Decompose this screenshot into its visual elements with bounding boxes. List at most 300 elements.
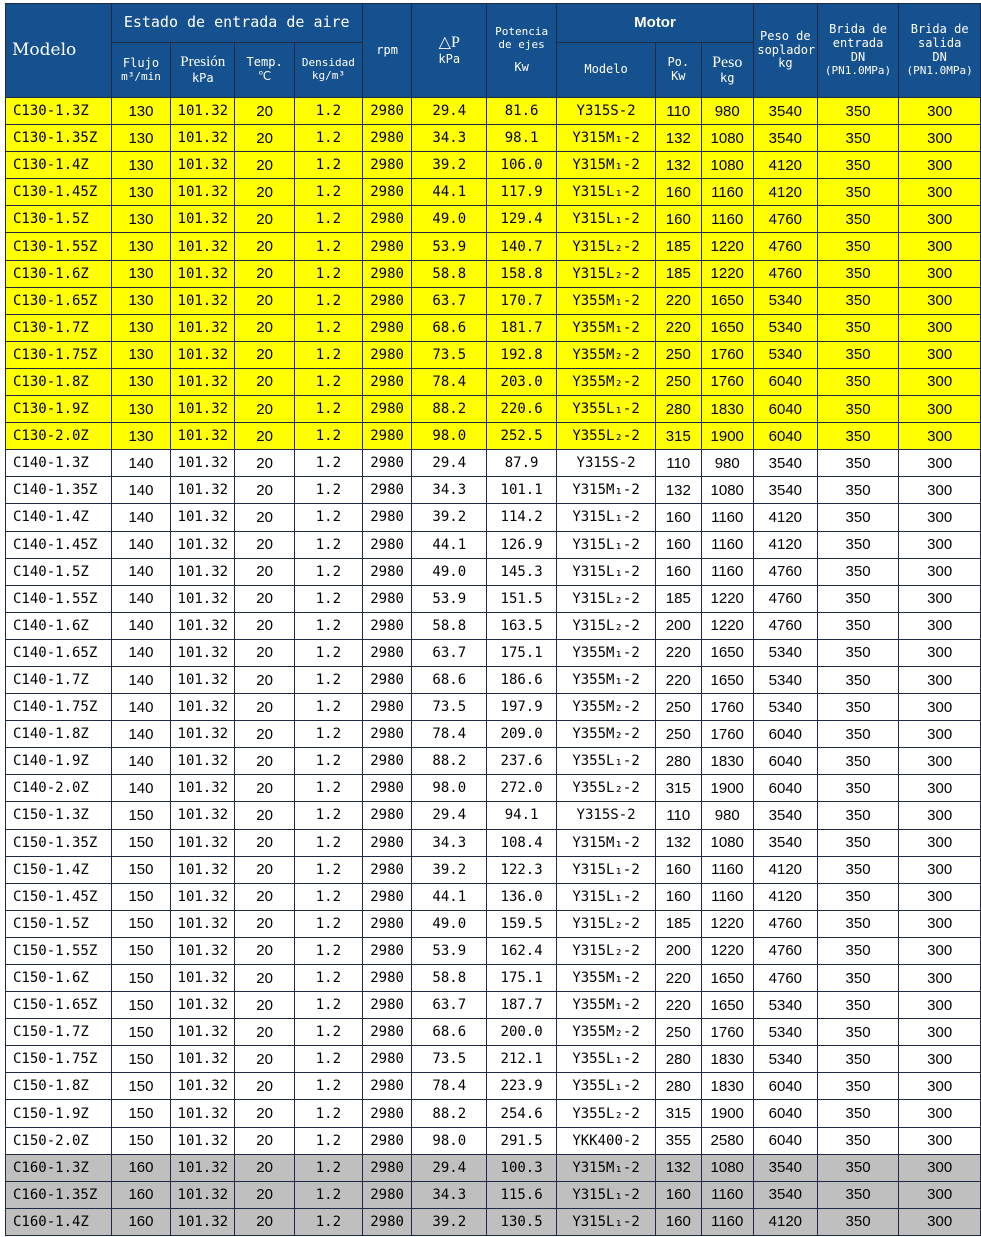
cell-delta-p: 78.4 [412,1073,487,1100]
cell-motor-po: 160 [656,206,701,233]
cell-temp: 20 [235,802,295,829]
cell-delta-p: 58.8 [412,612,487,639]
cell-motor-modelo: Y315M₁-2 [557,152,656,179]
table-row [6,639,981,666]
cell-delta-p: 49.0 [412,206,487,233]
cell-presion: 101.32 [171,1127,235,1154]
cell-flujo: 130 [111,206,171,233]
cell-motor-modelo: Y315L₂-2 [557,233,656,260]
table-row [6,450,981,477]
cell-delta-p: 68.6 [412,1019,487,1046]
cell-motor-peso: 1160 [701,1181,753,1208]
cell-motor-modelo: Y355L₂-2 [557,775,656,802]
header-motor: Motor [557,4,754,43]
cell-potencia: 175.1 [487,965,557,992]
cell-densidad: 1.2 [294,802,362,829]
cell-brida-entrada: 350 [817,910,899,937]
cell-brida-salida: 300 [899,910,981,937]
cell-modelo: C150-1.45Z [6,883,112,910]
cell-flujo: 150 [111,802,171,829]
table-row [6,233,981,260]
cell-brida-entrada: 350 [817,1100,899,1127]
cell-brida-salida: 300 [899,585,981,612]
table-row [6,1019,981,1046]
cell-motor-peso: 1760 [701,1019,753,1046]
cell-rpm: 2980 [362,666,412,693]
table-row [6,802,981,829]
cell-motor-po: 200 [656,612,701,639]
cell-motor-po: 160 [656,883,701,910]
cell-temp: 20 [235,721,295,748]
header-motor-peso-label: Peso [712,53,743,71]
header-peso-soplador [753,4,817,98]
cell-potencia: 145.3 [487,558,557,585]
cell-presion: 101.32 [171,1181,235,1208]
cell-motor-po: 315 [656,423,701,450]
cell-delta-p: 58.8 [412,965,487,992]
cell-brida-salida: 300 [899,1154,981,1181]
cell-modelo: C150-1.65Z [6,992,112,1019]
cell-delta-p: 78.4 [412,368,487,395]
cell-presion: 101.32 [171,396,235,423]
cell-peso-soplador: 4760 [753,206,817,233]
cell-motor-po: 315 [656,775,701,802]
cell-rpm: 2980 [362,856,412,883]
cell-temp: 20 [235,937,295,964]
cell-motor-peso: 1220 [701,233,753,260]
cell-flujo: 140 [111,477,171,504]
cell-delta-p: 29.4 [412,802,487,829]
cell-motor-modelo: Y315L₁-2 [557,558,656,585]
table-row [6,152,981,179]
cell-modelo: C130-1.45Z [6,179,112,206]
cell-potencia: 117.9 [487,179,557,206]
header-densidad [294,43,362,98]
header-peso-soplador-label: Peso de soplador [757,28,816,57]
cell-brida-salida: 300 [899,206,981,233]
cell-densidad: 1.2 [294,748,362,775]
cell-presion: 101.32 [171,1046,235,1073]
table-row [6,748,981,775]
cell-modelo: C130-1.55Z [6,233,112,260]
cell-modelo: C150-1.3Z [6,802,112,829]
cell-brida-entrada: 350 [817,152,899,179]
cell-motor-peso: 1830 [701,748,753,775]
cell-motor-peso: 1160 [701,206,753,233]
cell-motor-po: 132 [656,152,701,179]
header-potencia [487,4,557,98]
cell-densidad: 1.2 [294,233,362,260]
cell-rpm: 2980 [362,1100,412,1127]
cell-motor-peso: 1080 [701,152,753,179]
cell-modelo: C140-1.4Z [6,504,112,531]
cell-rpm: 2980 [362,1019,412,1046]
cell-delta-p: 39.2 [412,504,487,531]
cell-presion: 101.32 [171,206,235,233]
table-row [6,585,981,612]
cell-presion: 101.32 [171,287,235,314]
cell-brida-entrada: 350 [817,504,899,531]
cell-presion: 101.32 [171,314,235,341]
cell-modelo: C150-1.35Z [6,829,112,856]
table-row [6,558,981,585]
cell-modelo: C130-1.5Z [6,206,112,233]
cell-brida-entrada: 350 [817,883,899,910]
cell-densidad: 1.2 [294,531,362,558]
cell-densidad: 1.2 [294,965,362,992]
cell-delta-p: 44.1 [412,531,487,558]
cell-rpm: 2980 [362,965,412,992]
cell-brida-salida: 300 [899,477,981,504]
cell-brida-salida: 300 [899,965,981,992]
cell-motor-po: 160 [656,1181,701,1208]
cell-brida-entrada: 350 [817,450,899,477]
cell-temp: 20 [235,1046,295,1073]
cell-brida-salida: 300 [899,694,981,721]
cell-temp: 20 [235,152,295,179]
cell-rpm: 2980 [362,1154,412,1181]
cell-motor-peso: 1220 [701,910,753,937]
header-densidad-label: Densidad [301,56,355,70]
cell-temp: 20 [235,341,295,368]
cell-motor-po: 315 [656,1100,701,1127]
cell-delta-p: 53.9 [412,233,487,260]
cell-rpm: 2980 [362,910,412,937]
cell-rpm: 2980 [362,233,412,260]
cell-brida-salida: 300 [899,450,981,477]
cell-densidad: 1.2 [294,206,362,233]
cell-densidad: 1.2 [294,179,362,206]
cell-brida-entrada: 350 [817,206,899,233]
cell-presion: 101.32 [171,98,235,125]
cell-motor-modelo: Y315L₂-2 [557,612,656,639]
cell-motor-peso: 1080 [701,125,753,152]
cell-peso-soplador: 4120 [753,504,817,531]
cell-flujo: 160 [111,1181,171,1208]
cell-densidad: 1.2 [294,992,362,1019]
cell-temp: 20 [235,558,295,585]
cell-motor-modelo: Y315S-2 [557,450,656,477]
cell-rpm: 2980 [362,1127,412,1154]
cell-motor-po: 250 [656,694,701,721]
cell-densidad: 1.2 [294,612,362,639]
cell-temp: 20 [235,856,295,883]
cell-peso-soplador: 5340 [753,639,817,666]
cell-delta-p: 34.3 [412,1181,487,1208]
cell-brida-salida: 300 [899,1073,981,1100]
cell-potencia: 151.5 [487,585,557,612]
cell-presion: 101.32 [171,856,235,883]
cell-brida-entrada: 350 [817,179,899,206]
cell-rpm: 2980 [362,802,412,829]
cell-temp: 20 [235,396,295,423]
cell-modelo: C150-1.9Z [6,1100,112,1127]
cell-motor-modelo: Y315L₁-2 [557,206,656,233]
cell-peso-soplador: 5340 [753,1019,817,1046]
header-delta-p [412,4,487,98]
cell-flujo: 150 [111,883,171,910]
cell-rpm: 2980 [362,423,412,450]
cell-motor-peso: 1160 [701,1208,753,1235]
cell-densidad: 1.2 [294,152,362,179]
cell-brida-entrada: 350 [817,937,899,964]
cell-delta-p: 73.5 [412,694,487,721]
cell-rpm: 2980 [362,125,412,152]
cell-presion: 101.32 [171,1208,235,1235]
header-presion-label: Presión [180,54,226,71]
cell-modelo: C140-1.6Z [6,612,112,639]
table-row [6,477,981,504]
cell-motor-modelo: Y355M₁-2 [557,965,656,992]
cell-brida-entrada: 350 [817,396,899,423]
cell-modelo: C150-1.75Z [6,1046,112,1073]
cell-flujo: 140 [111,721,171,748]
cell-delta-p: 98.0 [412,423,487,450]
cell-temp: 20 [235,1154,295,1181]
cell-motor-po: 280 [656,1073,701,1100]
cell-modelo: C130-2.0Z [6,423,112,450]
cell-peso-soplador: 5340 [753,1046,817,1073]
cell-motor-peso: 1650 [701,666,753,693]
cell-brida-entrada: 350 [817,423,899,450]
table-body [6,98,981,1236]
cell-delta-p: 39.2 [412,152,487,179]
cell-densidad: 1.2 [294,477,362,504]
cell-flujo: 130 [111,368,171,395]
cell-flujo: 130 [111,341,171,368]
cell-flujo: 130 [111,98,171,125]
cell-peso-soplador: 6040 [753,775,817,802]
cell-rpm: 2980 [362,1073,412,1100]
cell-presion: 101.32 [171,1154,235,1181]
cell-potencia: 130.5 [487,1208,557,1235]
cell-motor-peso: 1760 [701,721,753,748]
cell-densidad: 1.2 [294,260,362,287]
cell-motor-po: 132 [656,829,701,856]
cell-modelo: C150-1.8Z [6,1073,112,1100]
cell-rpm: 2980 [362,1046,412,1073]
header-temp-label: Temp. [246,55,283,70]
cell-delta-p: 29.4 [412,450,487,477]
cell-flujo: 150 [111,1100,171,1127]
cell-peso-soplador: 4120 [753,531,817,558]
cell-motor-po: 200 [656,937,701,964]
cell-modelo: C130-1.75Z [6,341,112,368]
cell-presion: 101.32 [171,802,235,829]
cell-flujo: 140 [111,694,171,721]
cell-motor-modelo: Y355M₂-2 [557,694,656,721]
cell-densidad: 1.2 [294,125,362,152]
header-delta-p-label: △P [438,34,460,52]
cell-brida-salida: 300 [899,748,981,775]
cell-modelo: C130-1.3Z [6,98,112,125]
header-brida-salida-label: Brida de salida [910,22,969,51]
cell-presion: 101.32 [171,233,235,260]
header-brida-entrada [817,4,899,98]
table-row [6,368,981,395]
cell-presion: 101.32 [171,152,235,179]
cell-flujo: 160 [111,1208,171,1235]
header-motor-po-label: Po. [667,55,690,70]
cell-brida-salida: 300 [899,368,981,395]
cell-temp: 20 [235,1019,295,1046]
cell-presion: 101.32 [171,477,235,504]
cell-motor-peso: 1650 [701,314,753,341]
cell-delta-p: 34.3 [412,125,487,152]
cell-peso-soplador: 6040 [753,1073,817,1100]
cell-presion: 101.32 [171,937,235,964]
cell-modelo: C130-1.7Z [6,314,112,341]
cell-brida-salida: 300 [899,1181,981,1208]
cell-rpm: 2980 [362,694,412,721]
cell-densidad: 1.2 [294,775,362,802]
cell-peso-soplador: 4760 [753,937,817,964]
cell-flujo: 140 [111,666,171,693]
cell-brida-entrada: 350 [817,125,899,152]
cell-potencia: 170.7 [487,287,557,314]
cell-brida-salida: 300 [899,639,981,666]
cell-motor-po: 185 [656,233,701,260]
cell-modelo: C150-2.0Z [6,1127,112,1154]
cell-rpm: 2980 [362,992,412,1019]
cell-flujo: 150 [111,992,171,1019]
cell-motor-peso: 1900 [701,1100,753,1127]
cell-modelo: C150-1.4Z [6,856,112,883]
cell-delta-p: 39.2 [412,856,487,883]
header-brida-entrada-pn: (PN1.0MPa) [824,63,892,77]
cell-motor-po: 250 [656,1019,701,1046]
cell-modelo: C140-1.9Z [6,748,112,775]
cell-motor-po: 110 [656,802,701,829]
header-motor-po-unit: Kw [671,69,686,83]
cell-potencia: 94.1 [487,802,557,829]
cell-rpm: 2980 [362,504,412,531]
header-flujo-label: Flujo [122,55,160,70]
cell-peso-soplador: 4760 [753,558,817,585]
cell-modelo: C130-1.8Z [6,368,112,395]
table-row [6,612,981,639]
cell-delta-p: 73.5 [412,1046,487,1073]
cell-motor-po: 250 [656,368,701,395]
cell-temp: 20 [235,1127,295,1154]
cell-densidad: 1.2 [294,666,362,693]
cell-densidad: 1.2 [294,314,362,341]
cell-potencia: 98.1 [487,125,557,152]
cell-brida-salida: 300 [899,287,981,314]
cell-temp: 20 [235,531,295,558]
cell-motor-peso: 1160 [701,558,753,585]
table-row [6,694,981,721]
cell-modelo: C130-1.4Z [6,152,112,179]
cell-modelo: C160-1.4Z [6,1208,112,1235]
cell-densidad: 1.2 [294,829,362,856]
cell-rpm: 2980 [362,612,412,639]
cell-motor-modelo: Y355L₂-2 [557,1100,656,1127]
cell-delta-p: 78.4 [412,721,487,748]
cell-flujo: 130 [111,260,171,287]
cell-densidad: 1.2 [294,368,362,395]
cell-motor-modelo: YKK400-2 [557,1127,656,1154]
cell-motor-peso: 1830 [701,1073,753,1100]
cell-rpm: 2980 [362,314,412,341]
cell-potencia: 129.4 [487,206,557,233]
cell-brida-entrada: 350 [817,558,899,585]
cell-motor-modelo: Y355M₁-2 [557,287,656,314]
table-row [6,531,981,558]
cell-motor-peso: 1760 [701,694,753,721]
cell-temp: 20 [235,260,295,287]
cell-brida-entrada: 350 [817,992,899,1019]
cell-densidad: 1.2 [294,883,362,910]
cell-potencia: 186.6 [487,666,557,693]
cell-brida-salida: 300 [899,829,981,856]
cell-densidad: 1.2 [294,1046,362,1073]
header-brida-salida [899,4,981,98]
cell-densidad: 1.2 [294,585,362,612]
cell-brida-entrada: 350 [817,1073,899,1100]
cell-brida-salida: 300 [899,612,981,639]
cell-motor-peso: 1650 [701,287,753,314]
cell-flujo: 150 [111,1127,171,1154]
cell-motor-peso: 1080 [701,1154,753,1181]
cell-potencia: 163.5 [487,612,557,639]
header-potencia-label: Potencia de ejes [495,24,549,51]
cell-motor-po: 185 [656,260,701,287]
cell-brida-entrada: 350 [817,639,899,666]
cell-delta-p: 49.0 [412,558,487,585]
cell-temp: 20 [235,639,295,666]
cell-rpm: 2980 [362,450,412,477]
table-row [6,206,981,233]
cell-motor-modelo: Y315L₁-2 [557,1208,656,1235]
cell-flujo: 140 [111,558,171,585]
cell-motor-modelo: Y315M₁-2 [557,125,656,152]
cell-densidad: 1.2 [294,1100,362,1127]
cell-motor-modelo: Y315L₁-2 [557,856,656,883]
cell-motor-po: 220 [656,287,701,314]
cell-densidad: 1.2 [294,694,362,721]
cell-motor-peso: 1080 [701,829,753,856]
cell-brida-entrada: 350 [817,965,899,992]
cell-brida-entrada: 350 [817,341,899,368]
cell-brida-salida: 300 [899,396,981,423]
cell-delta-p: 58.8 [412,260,487,287]
cell-peso-soplador: 4760 [753,233,817,260]
table-row [6,666,981,693]
cell-modelo: C160-1.3Z [6,1154,112,1181]
cell-motor-modelo: Y315M₁-2 [557,1154,656,1181]
table-row [6,883,981,910]
cell-temp: 20 [235,612,295,639]
cell-delta-p: 39.2 [412,1208,487,1235]
cell-temp: 20 [235,450,295,477]
cell-motor-modelo: Y355M₁-2 [557,639,656,666]
cell-potencia: 197.9 [487,694,557,721]
cell-peso-soplador: 3540 [753,450,817,477]
cell-modelo: C140-1.75Z [6,694,112,721]
cell-flujo: 130 [111,152,171,179]
cell-temp: 20 [235,585,295,612]
cell-densidad: 1.2 [294,910,362,937]
cell-brida-salida: 300 [899,341,981,368]
cell-potencia: 106.0 [487,152,557,179]
cell-motor-modelo: Y315L₁-2 [557,179,656,206]
cell-motor-modelo: Y315L₂-2 [557,260,656,287]
cell-densidad: 1.2 [294,1073,362,1100]
table-row [6,314,981,341]
cell-brida-salida: 300 [899,666,981,693]
cell-delta-p: 63.7 [412,287,487,314]
